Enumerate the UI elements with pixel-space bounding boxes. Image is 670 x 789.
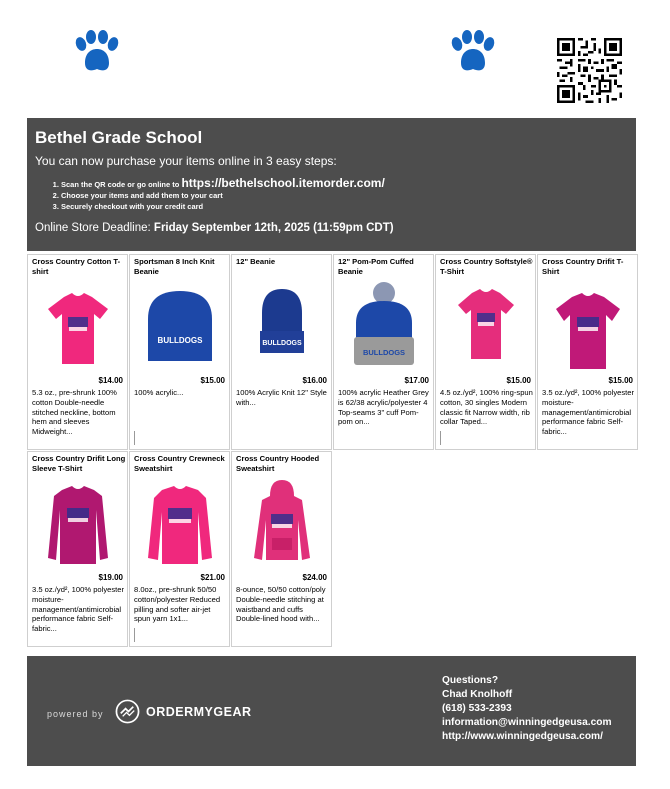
deadline-value: Friday September 12th, 2025 (11:59pm CDT) bbox=[153, 222, 394, 234]
product-title: Cross Country Crewneck Sweatshirt bbox=[134, 454, 225, 473]
product-description: 3.5 oz./yd², 100% polyester moisture-management/antimicrobial performance fabric Self-fabric... bbox=[32, 585, 125, 634]
product-card[interactable] bbox=[435, 254, 536, 450]
school-title: Bethel Grade School bbox=[35, 128, 203, 147]
store-url-link[interactable]: https://bethelschool.itemorder.com/ bbox=[181, 176, 385, 190]
product-title: 12" Beanie bbox=[236, 257, 276, 266]
product-price: $17.00 bbox=[404, 376, 429, 385]
contact-email[interactable]: information@winningedgeusa.com bbox=[442, 717, 612, 728]
product-title: 12" Pom-Pom Cuffed Beanie bbox=[338, 257, 414, 276]
product-title: Cross Country Softstyle® T-Shirt bbox=[440, 257, 533, 276]
contact-phone[interactable]: (618) 533-2393 bbox=[442, 703, 512, 714]
contact-heading: Questions? bbox=[442, 675, 499, 686]
magenta-longsleeve-image bbox=[38, 476, 118, 570]
step-item: 2. Choose your items and add them to your cart bbox=[61, 190, 385, 201]
beanie-print-text: BULLDOGS bbox=[157, 336, 203, 345]
paw-print-icon bbox=[71, 30, 123, 74]
powered-by-text: powered by bbox=[47, 709, 104, 719]
product-description: 5.3 oz., pre-shrunk 100% cotton Double-needle stitched neckline, bottom hem and sleeves Midweight... bbox=[32, 388, 117, 437]
contact-name: Chad Knolhoff bbox=[442, 689, 513, 700]
product-card[interactable] bbox=[537, 254, 638, 450]
beanie-print-text: BULLDOGS bbox=[362, 348, 406, 357]
product-title: Cross Country Drifit T-Shirt bbox=[542, 257, 624, 276]
divider bbox=[134, 628, 135, 642]
product-card[interactable] bbox=[231, 451, 332, 647]
product-description: 4.5 oz./yd², 100% ring-spun cotton, 30 singles Modern classic fit Narrow width, rib collar Taped... bbox=[440, 388, 533, 427]
royal-beanie-image bbox=[140, 279, 220, 373]
deadline-line bbox=[35, 222, 394, 234]
pink-tshirt-image bbox=[38, 279, 118, 373]
product-price: $24.00 bbox=[302, 573, 327, 582]
contact-website[interactable]: http://www.winningedgeusa.com/ bbox=[442, 731, 603, 742]
product-card[interactable] bbox=[129, 254, 230, 450]
ordermygear-logo-icon bbox=[115, 699, 140, 724]
divider bbox=[134, 431, 135, 445]
footer bbox=[27, 656, 636, 766]
navy-beanie-image bbox=[242, 279, 322, 373]
product-description: 8.0oz., pre-shrunk 50/50 cotton/polyester Reduced pilling and softer air-jet spun yarn 1x1... bbox=[134, 585, 221, 624]
product-description: 100% Acrylic Knit 12" Style with... bbox=[236, 388, 327, 407]
beanie-print-text: BULLDOGS bbox=[262, 340, 302, 347]
pink-softstyle-tshirt-image bbox=[446, 279, 526, 373]
contact-block bbox=[442, 674, 612, 744]
divider bbox=[440, 431, 441, 445]
product-description: 8-ounce, 50/50 cotton/poly Double-needle stitching at waistband and cuffs Double-lined hood with... bbox=[236, 585, 326, 624]
product-description: 100% acrylic Heather Grey is 62/38 acrylic/polyester 4 Top-seams 3" cuff Pom-pom on... bbox=[338, 388, 429, 427]
pink-hoodie-image bbox=[242, 476, 322, 570]
product-price: $21.00 bbox=[200, 573, 225, 582]
pom-beanie-image bbox=[344, 279, 424, 373]
product-price: $15.00 bbox=[506, 376, 531, 385]
product-card[interactable] bbox=[27, 254, 128, 450]
intro-text: You can now purchase your items online in 3 easy steps: bbox=[35, 154, 337, 168]
step-text: Scan the QR code or go online to bbox=[61, 180, 180, 189]
product-price: $15.00 bbox=[200, 376, 225, 385]
product-price: $15.00 bbox=[608, 376, 633, 385]
qr-code[interactable] bbox=[557, 38, 622, 103]
product-card[interactable] bbox=[333, 254, 434, 450]
product-card[interactable] bbox=[231, 254, 332, 450]
ordermygear-brand[interactable]: ORDERMYGEAR bbox=[146, 705, 252, 719]
product-description: 100% acrylic... bbox=[134, 388, 184, 397]
product-price: $19.00 bbox=[98, 573, 123, 582]
paw-print-icon bbox=[447, 30, 499, 74]
product-card[interactable] bbox=[129, 451, 230, 647]
steps-list bbox=[35, 178, 385, 212]
product-price: $14.00 bbox=[98, 376, 123, 385]
pink-crewneck-image bbox=[140, 476, 220, 570]
product-title: Cross Country Cotton T-shirt bbox=[32, 257, 121, 276]
product-price: $16.00 bbox=[302, 376, 327, 385]
step-item: 3. Securely checkout with your credit card bbox=[61, 201, 385, 212]
product-title: Sportsman 8 Inch Knit Beanie bbox=[134, 257, 215, 276]
product-description: 3.5 oz./yd², 100% polyester moisture-management/antimicrobial performance fabric Self-fabric... bbox=[542, 388, 635, 437]
product-title: Cross Country Drifit Long Sleeve T-Shirt bbox=[32, 454, 126, 473]
info-banner bbox=[27, 118, 636, 251]
product-title: Cross Country Hooded Sweatshirt bbox=[236, 454, 320, 473]
deadline-label: Online Store Deadline: bbox=[35, 222, 151, 234]
product-card[interactable] bbox=[27, 451, 128, 647]
step-item bbox=[61, 178, 385, 190]
magenta-drifit-tshirt-image bbox=[548, 279, 628, 373]
